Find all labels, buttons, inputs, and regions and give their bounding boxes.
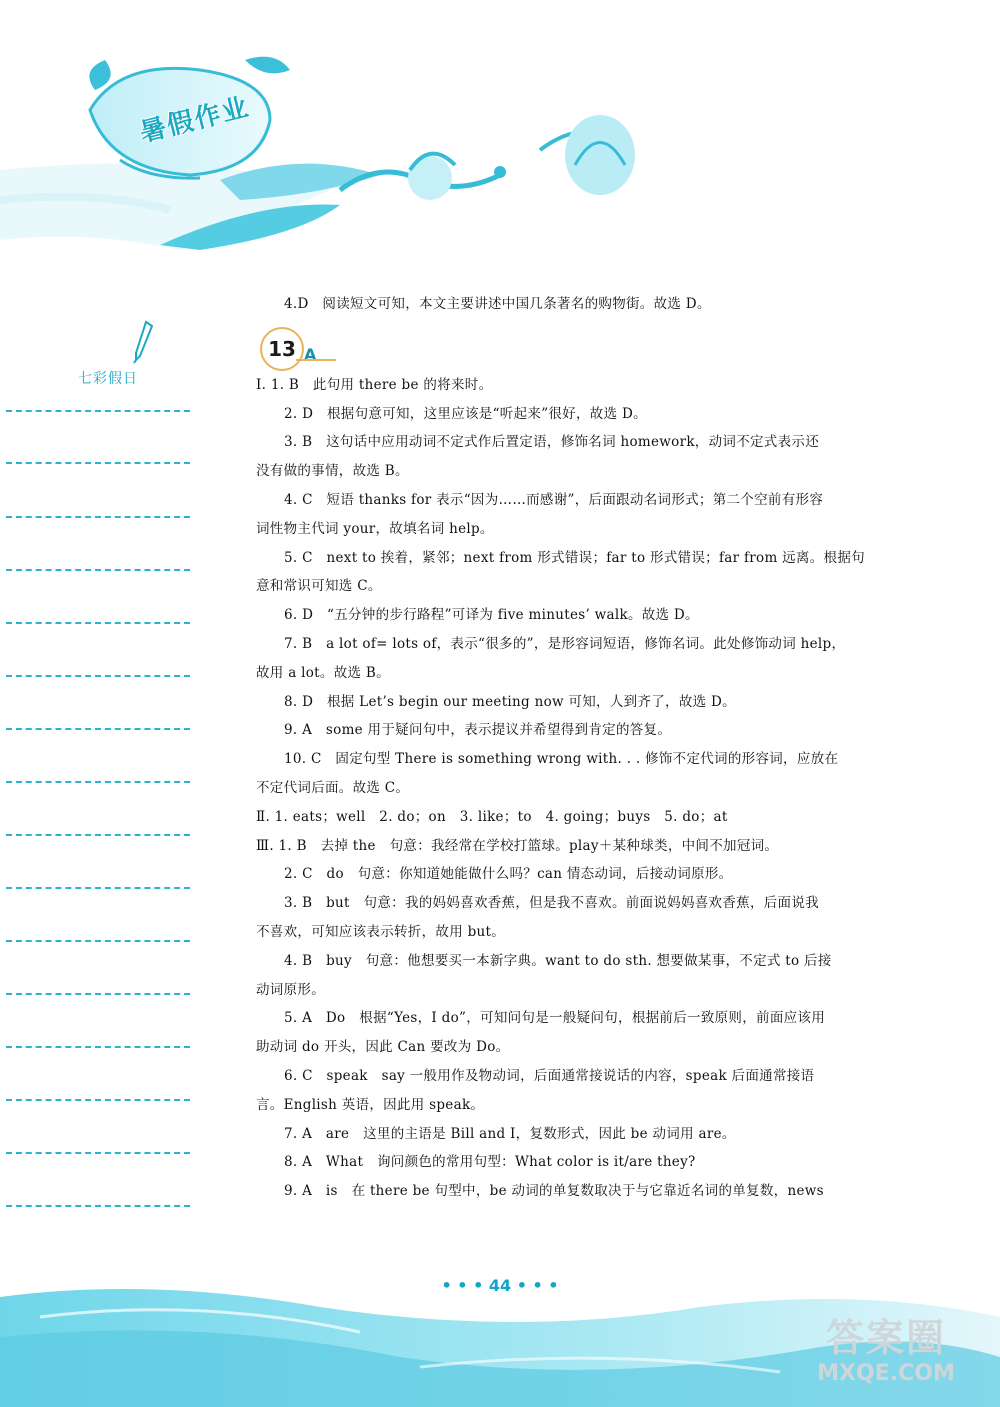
answer-line: 8. A What 询问颜色的常用句型：What color is it/are they?: [284, 1154, 696, 1171]
answer-line: 5. C next to 挨着，紧邻；next from 形式错误；far to 形式错误；far from 远离。根据句: [284, 549, 865, 566]
sidebar-label: 七彩假日: [78, 371, 138, 387]
note-line: [6, 516, 190, 518]
answer-line: 5. A Do 根据“Yes，I do”，可知问句是一般疑问句，根据前后一致原则，前面应该用: [284, 1010, 826, 1027]
answer-line: 没有做的事情，故选 B。: [256, 463, 409, 480]
note-line: [6, 993, 190, 995]
answer-line: 4. C 短语 thanks for 表示“因为……而感谢”，后面跟动名词形式；第二个空前有形容: [284, 491, 824, 508]
answer-line: 8. D 根据 Let’s begin our meeting now 可知，人到齐了，故选 D。: [284, 693, 736, 710]
section-letter: A: [304, 344, 317, 364]
answer-content: [256, 290, 888, 1206]
answer-line: 7. B a lot of= lots of，表示“很多的”，是形容词短语，修饰名词。此处修饰动词 help，: [284, 635, 846, 652]
answer-line: Ⅰ. 1. B 此句用 there be 的将来时。: [256, 376, 493, 393]
answer-line: Ⅱ. 1. eats；well 2. do；on 3. like；to 4. going；buys 5. do；at: [256, 808, 728, 825]
pen-icon: [132, 320, 156, 364]
answer-line: 动词原形。: [256, 981, 325, 998]
note-line: [6, 834, 190, 836]
section-heading: [256, 327, 888, 369]
answer-line: 6. D “五分钟的步行路程”可译为 five minutes’ walk。故选 D。: [284, 607, 699, 624]
answer-line: 不定代词后面。故选 C。: [256, 779, 410, 796]
page-number: • • • 44 • • •: [441, 1276, 559, 1295]
answer-line: 词性物主代词 your，故填名词 help。: [256, 520, 494, 537]
note-line: [6, 1152, 190, 1154]
answer-line: 2. D 根据句意可知，这里应该是“听起来”很好，故选 D。: [284, 405, 647, 422]
answer-line: 言。English 英语，因此用 speak。: [256, 1096, 485, 1113]
note-line: [6, 1099, 190, 1101]
note-line: [6, 622, 190, 624]
section-underline: [296, 359, 336, 361]
answer-line: 2. C do 句意：你知道她能做什么吗？can 情态动词，后接动词原形。: [284, 866, 733, 883]
watermark: [786, 1316, 986, 1388]
answer-line: 3. B 这句话中应用动词不定式作后置定语，修饰名词 homework，动词不定式表示还: [284, 434, 820, 451]
note-line: [6, 1046, 190, 1048]
answer-line: 10. C 固定句型 There is something wrong with. . . 修饰不定代词的形容词，应放在: [284, 751, 839, 768]
answer-line: 9. A some 用于疑问句中，表示提议并希望得到肯定的答复。: [284, 722, 672, 739]
note-line: [6, 1205, 190, 1207]
answer-line: 7. A are 这里的主语是 Bill and I，复数形式，因此 be 动词用 are。: [284, 1125, 736, 1142]
answer-line: 故用 a lot。故选 B。: [256, 664, 390, 681]
note-line: [6, 940, 190, 942]
header-title: 暑假作业: [137, 92, 254, 149]
section-number: 13: [260, 327, 304, 371]
answer-line: 4.D 阅读短文可知，本文主要讲述中国几条著名的购物街。故选 D。: [284, 296, 711, 312]
note-line: [6, 410, 190, 412]
answer-line: 意和常识可知选 C。: [256, 578, 382, 595]
answer-line: 6. C speak say 一般用作及物动词，后面通常接说话的内容，speak 后面通常接语: [284, 1067, 815, 1084]
answer-line: Ⅲ. 1. B 去掉 the 句意：我经常在学校打篮球。play＋某种球类，中间不加冠词。: [256, 837, 779, 854]
note-line: [6, 569, 190, 571]
answer-line: 9. A is 在 there be 句型中，be 动词的单复数取决于与它靠近名词的单复数，news: [284, 1183, 824, 1200]
answer-line: 助动词 do 开头，因此 Can 要改为 Do。: [256, 1039, 510, 1056]
watermark-en: MXQE.COM: [817, 1361, 955, 1386]
note-line: [6, 675, 190, 677]
note-line: [6, 781, 190, 783]
note-line: [6, 728, 190, 730]
answer-line: 不喜欢，可知应该表示转折，故用 but。: [256, 923, 506, 940]
answer-line: 3. B but 句意：我的妈妈喜欢香蕉，但是我不喜欢。前面说妈妈喜欢香蕉，后面说我: [284, 895, 819, 912]
note-line: [6, 462, 190, 464]
watermark-cn: 答案圈: [825, 1316, 946, 1360]
answer-line: 4. B buy 句意：他想要买一本新字典。want to do sth. 想要做某事，不定式 to 后接: [284, 952, 832, 969]
note-line: [6, 887, 190, 889]
